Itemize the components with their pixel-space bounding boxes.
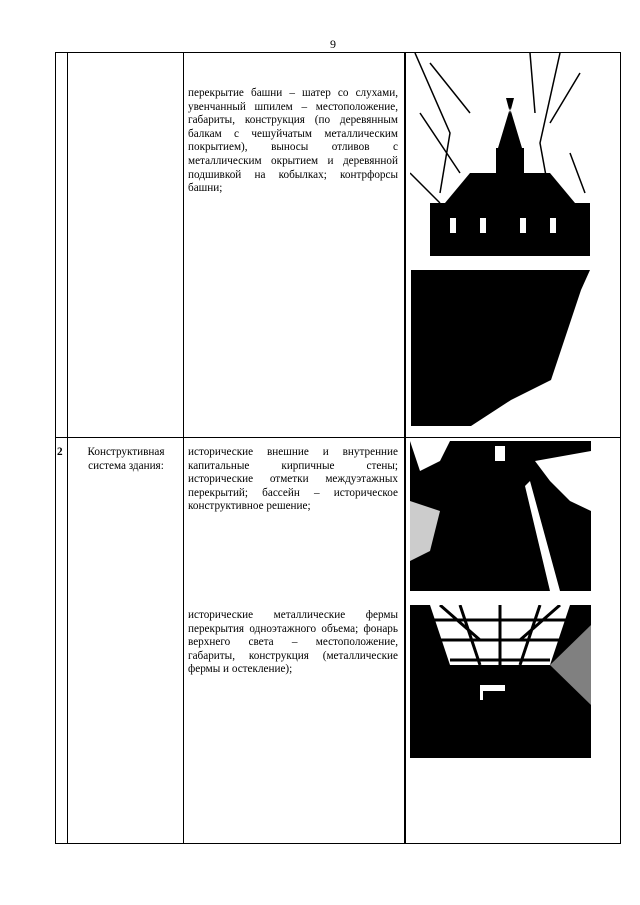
- row-1-description: перекрытие башни – шатер со слухами, увенчанный шпилем – местоположение, габариты, конструкция (по деревянным балкам с чешуйчатым металлическим покрытием), выносы отливов с металлическим окрытием и деревянной подшивкой на кобылках; контрфорсы башни;: [188, 87, 398, 195]
- table-bottom-border: [55, 843, 621, 844]
- tower-roof-photo: [410, 53, 591, 256]
- column-divider: [67, 52, 68, 844]
- row-2-subject: Конструктивная система здания:: [87, 446, 165, 472]
- pool-photo: [410, 441, 591, 591]
- row-number: 2: [57, 446, 63, 458]
- skylight-photo: [410, 605, 591, 758]
- table-left-border: [55, 52, 56, 844]
- eaves-photo: [411, 270, 590, 426]
- page-number: 9: [330, 37, 336, 51]
- column-divider: [183, 52, 184, 844]
- row-2-description-trusses: исторические металлические фермы перекрытия одноэтажного объема; фонарь верхнего света – местоположение, габариты, конструкция (металлические фермы и остекление);: [188, 609, 398, 676]
- row-2-description-walls: исторические внешние и внутренние капитальные кирпичные стены; исторические отметки междуэтажных перекрытий; бассейн – историческое конструктивное решение;: [188, 446, 398, 513]
- table-right-border: [620, 52, 621, 844]
- row-divider: [55, 437, 621, 438]
- column-divider: [404, 52, 406, 844]
